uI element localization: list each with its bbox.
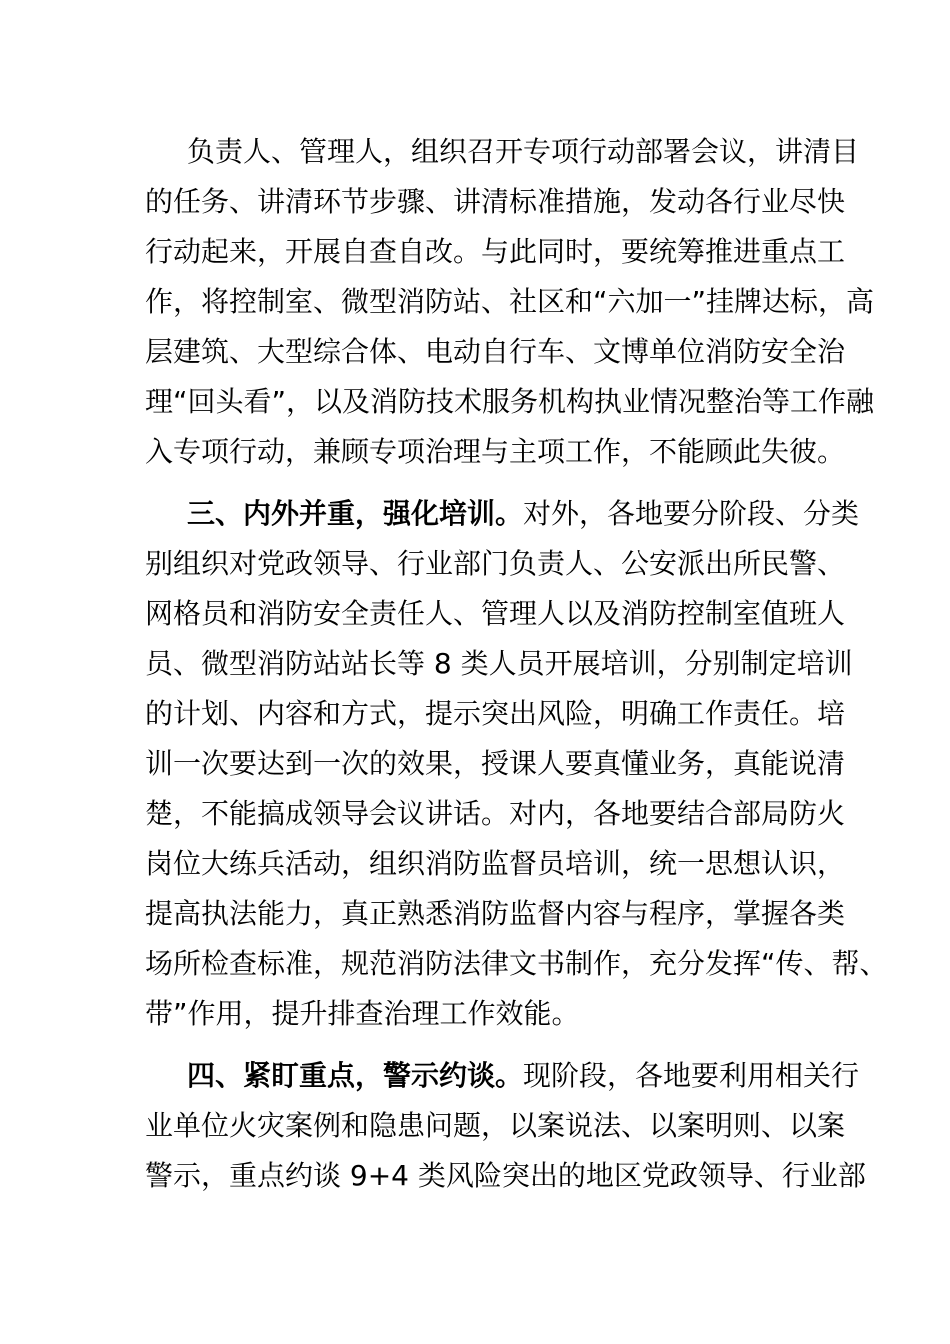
text-line: 理“回头看”，以及消防技术服务机构执业情况整治等工作融 (145, 385, 875, 418)
text-line: 层建筑、大型综合体、电动自行车、文博单位消防安全治 (145, 335, 846, 368)
text-line: 场所检查标准，规范消防法律文书制作，充分发挥“传、帮、 (145, 947, 888, 980)
text-line: 行动起来，开展自查自改。与此同时，要统筹推进重点工 (145, 235, 846, 268)
text-line: 网格员和消防安全责任人、管理人以及消防控制室值班人 (145, 597, 846, 630)
text-line: 别组织对党政领导、行业部门负责人、公安派出所民警、 (145, 547, 846, 580)
section-4-first-line (145, 1051, 860, 1101)
text-line: 入专项行动，兼顾专项治理与主项工作，不能顾此失彼。 (145, 435, 846, 468)
text-line: 楚，不能搞成领导会议讲话。对内，各地要结合部局防火 (145, 797, 846, 830)
section-3-paragraph (145, 489, 888, 1039)
text-line: 带”作用，提升排查治理工作效能。 (145, 997, 580, 1030)
text-line: 岗位大练兵活动，组织消防监督员培训，统一思想认识， (145, 847, 846, 880)
text-line: 业单位火灾案例和隐患问题，以案说法、以案明则、以案 (145, 1109, 846, 1142)
text-line: 作，将控制室、微型消防站、社区和“六加一”挂牌达标，高 (145, 285, 875, 318)
text-line: 的任务、讲清环节步骤、讲清标准措施，发动各行业尽快 (145, 185, 846, 218)
text-line: 警示，重点约谈 9+4 类风险突出的地区党政领导、行业部 (145, 1159, 866, 1192)
section-3-heading: 三、内外并重，强化培训。 (187, 497, 524, 530)
text-line: 提高执法能力，真正熟悉消防监督内容与程序，掌握各类 (145, 897, 846, 930)
section-4-heading: 四、紧盯重点，警示约谈。 (187, 1059, 524, 1092)
section-3-first-line (145, 489, 860, 539)
document-body (145, 127, 888, 1201)
text-line: 的计划、内容和方式，提示突出风险，明确工作责任。培 (145, 697, 846, 730)
text-line: 负责人、管理人，组织召开专项行动部署会议，讲清目 (187, 135, 860, 168)
text-line: 员、微型消防站站长等 8 类人员开展培训，分别制定培训 (145, 647, 853, 680)
paragraph-1 (145, 127, 875, 477)
section-4-first-line-text: 现阶段，各地要利用相关行 (523, 1059, 860, 1092)
section-3-first-line-text: 对外，各地要分阶段、分类 (523, 497, 860, 530)
text-line: 训一次要达到一次的效果，授课人要真懂业务，真能说清 (145, 747, 846, 780)
section-4-paragraph (145, 1051, 866, 1201)
